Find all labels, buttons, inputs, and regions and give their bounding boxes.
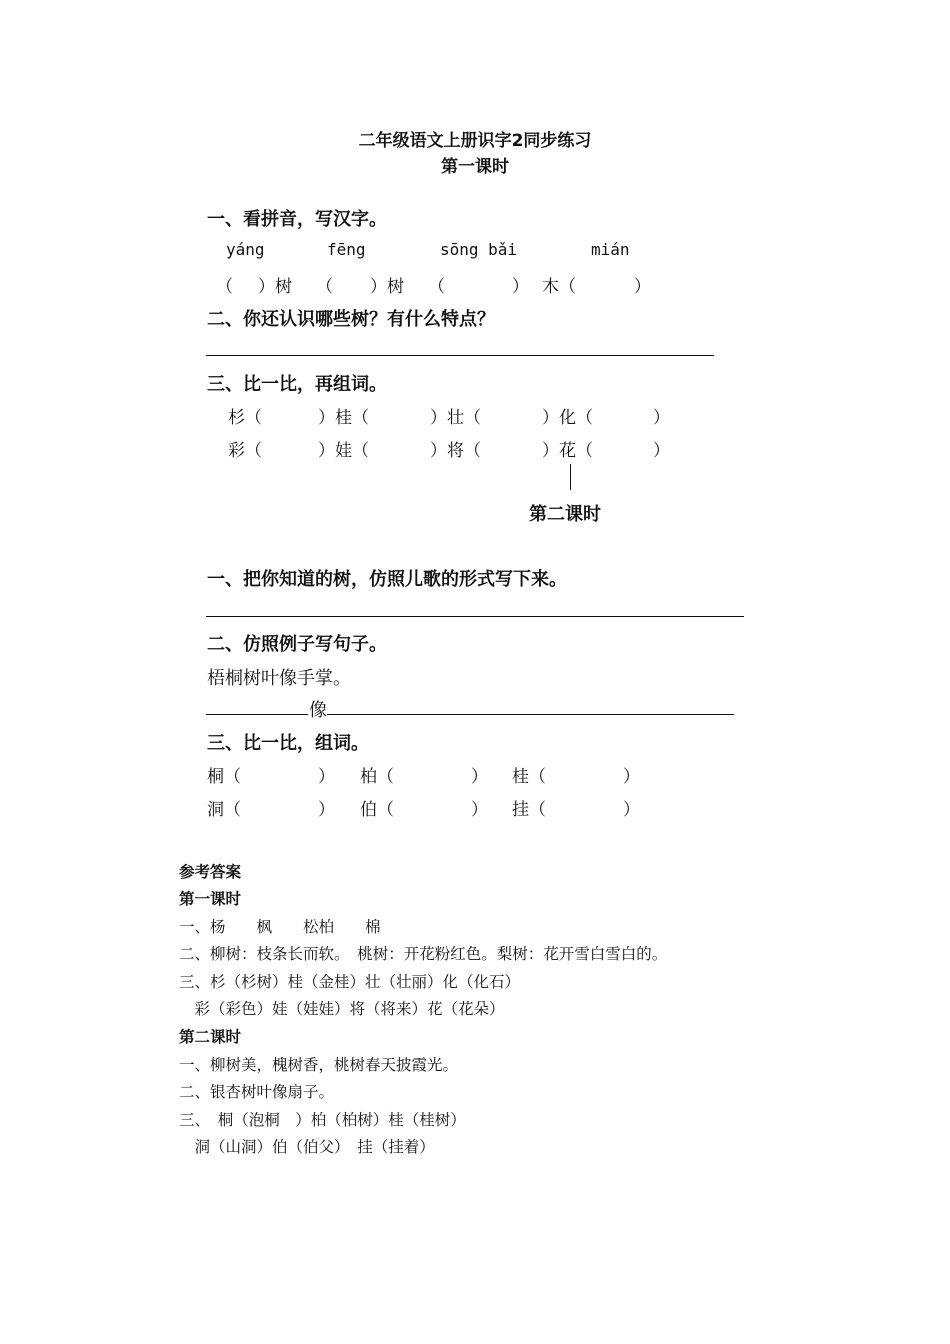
lesson2-q3-label: 三、比一比，组词。 (207, 733, 369, 754)
answer-line-text: 二、柳树：枝条长而软。 桃树：开花粉红色。梨树：花开雪白雪白的。 (179, 945, 668, 963)
answer-line-text: 三、 桐（泡桐 ）柏（柏树）桂（桂树） (179, 1111, 466, 1129)
answer-line (206, 714, 308, 715)
answer-line-text: 一、杨 枫 松柏 棉 (179, 918, 381, 936)
compare-r2-5: ） (653, 441, 670, 461)
answer-line-text: 三、杉（杉树）桂（金桂）壮（壮丽）化（化石） (179, 973, 521, 991)
answers-lesson2-heading: 第二课时 (179, 1027, 242, 1046)
lesson2-q1-label: 一、把你知道的树，仿照儿歌的形式写下来。 (207, 569, 567, 590)
xiang-char: 像 (309, 700, 327, 721)
lesson2-q2-label: 二、仿照例子写句子。 (207, 634, 387, 655)
compare-r2-4: ）花（ (542, 441, 593, 461)
lesson1-q2-label: 二、你还认识哪些树？有什么特点？ (207, 309, 495, 330)
word-r2-4: ） (471, 800, 488, 820)
page-title: 二年级语文上册识字2同步练习 (358, 131, 592, 151)
lesson2-heading: 第二课时 (529, 504, 601, 525)
example-sentence: 梧桐树叶像手掌。 (207, 668, 351, 689)
word-r2-3: 伯（ (360, 800, 394, 820)
answer-line-text: 二、银杏树叶像扇子。 (179, 1083, 335, 1101)
lesson1-q3-label: 三、比一比，再组词。 (207, 374, 387, 395)
answer-line (327, 714, 734, 715)
answer-line-text: 一、柳树美，槐树香，桃树春天披霞光。 (179, 1056, 459, 1074)
blank-close-1: ）树 (258, 277, 292, 297)
lesson1-q1-label: 一、看拼音，写汉字。 (207, 209, 387, 230)
word-r2-2: ） (318, 800, 335, 820)
answer-line (206, 355, 714, 356)
word-r2-6: ） (623, 800, 640, 820)
blank-close-4: ） (634, 277, 651, 297)
blank-open-1: （ (216, 277, 233, 297)
answers-lesson1-heading: 第一课时 (179, 889, 242, 908)
pinyin-3: sōng bǎi (440, 240, 518, 259)
blank-close-3: ） (512, 277, 529, 297)
divider-tick (570, 464, 571, 490)
word-r1-4: ） (471, 767, 488, 787)
answers-heading: 参考答案 (179, 862, 242, 881)
pinyin-1: yáng (226, 240, 265, 259)
compare-r1-5: ） (653, 408, 670, 428)
word-r1-2: ） (318, 767, 335, 787)
pinyin-2: fēng (327, 240, 366, 259)
compare-r2-3: ）将（ (430, 441, 481, 461)
compare-r1-3: ）壮（ (430, 408, 481, 428)
blank-close-2: ）树 (370, 277, 404, 297)
answer-line-text: 彩（彩色）娃（娃娃）将（将来）花（花朵） (179, 1000, 505, 1018)
pinyin-4: mián (591, 240, 630, 259)
word-r1-3: 柏（ (360, 767, 394, 787)
word-r1-1: 桐（ (207, 767, 241, 787)
blank-open-4: 木（ (542, 277, 576, 297)
answer-line-text: 洞（山洞）伯（伯父） 挂（挂着） (179, 1138, 435, 1156)
compare-r1-2: ）桂（ (318, 408, 369, 428)
compare-r2-2: ）娃（ (318, 441, 369, 461)
word-r2-1: 洞（ (207, 800, 241, 820)
word-r2-5: 挂（ (512, 800, 546, 820)
word-r1-6: ） (623, 767, 640, 787)
blank-open-3: （ (428, 277, 445, 297)
answer-line (206, 616, 744, 617)
compare-r2-1: 彩（ (228, 441, 262, 461)
compare-r1-1: 杉（ (228, 408, 262, 428)
compare-r1-4: ）化（ (542, 408, 593, 428)
lesson1-heading: 第一课时 (441, 157, 509, 177)
blank-open-2: （ (316, 277, 333, 297)
word-r1-5: 桂（ (512, 767, 546, 787)
